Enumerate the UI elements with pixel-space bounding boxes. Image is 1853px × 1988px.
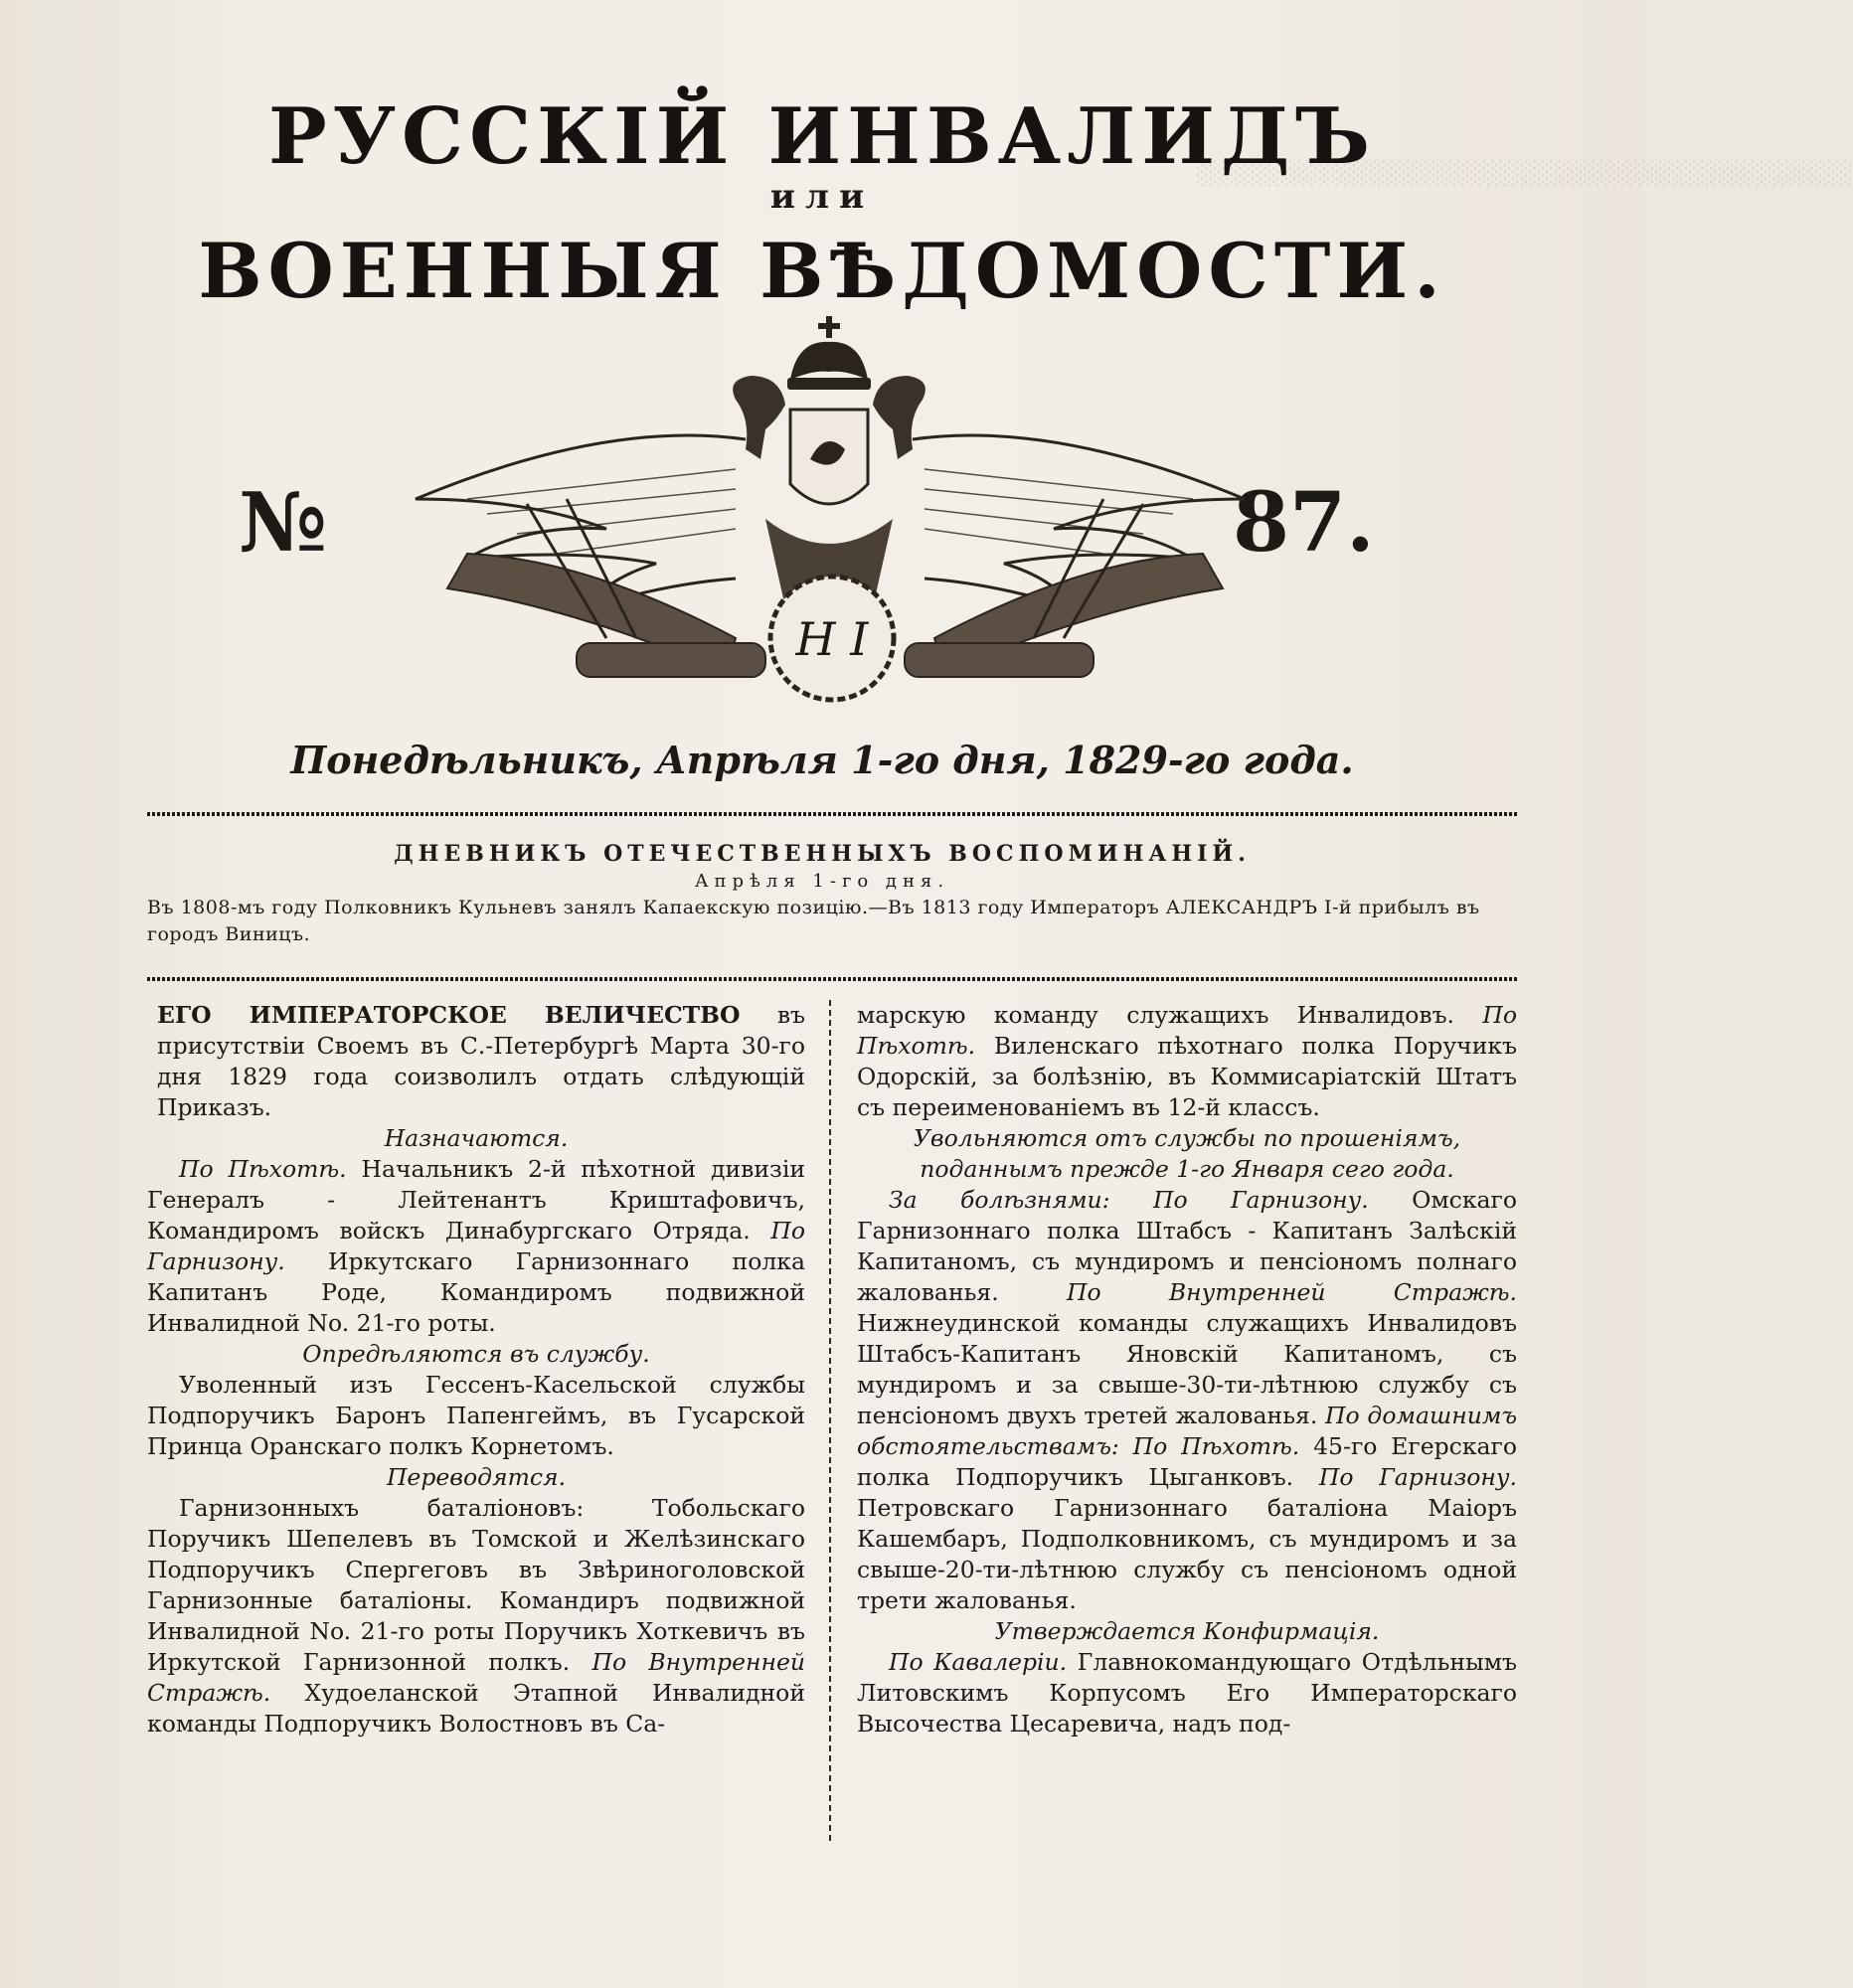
wavy-rule-top (147, 809, 1517, 819)
heading-transferred: Переводятся. (386, 1463, 567, 1491)
monogram-text: Н I (795, 612, 869, 666)
masthead-title-line1: РУССКІЙ ИНВАЛИДЪ (268, 91, 1376, 182)
column-divider (829, 1000, 831, 1845)
paragraph-continued: марскую команду служащихъ Инвалидовъ. По Пѣхотѣ. Виленскаго пѣхотнаго полка Поручикъ Одорскій, за болѣзнію, въ Коммисаріатскій Штатъ съ переименованіемъ въ 12-й классъ. (857, 1001, 1517, 1121)
masthead-title-or: или (769, 177, 875, 217)
issue-number-label: № (239, 475, 328, 571)
emperor-title: ЕГО ИМПЕРАТОРСКОЕ ВЕЛИЧЕСТВО (157, 1001, 741, 1029)
diary-section-title: ДНЕВНИКЪ ОТЕЧЕСТВЕННЫХЪ ВОСПОМИНАНІЙ. (394, 841, 1251, 867)
issue-date: Понедѣльникъ, Апрѣля 1-го дня, 1829-го года. (290, 738, 1354, 782)
masthead-title-line2: ВОЕННЫЯ ВѢДОМОСТИ. (198, 227, 1446, 315)
diary-text: Въ 1808-мъ году Полковникъ Кульневъ занялъ Капаекскую позицію.—Въ 1813 году Императоръ АЛЕКСАНДРЪ I-й прибылъ въ городъ Виницъ. (147, 897, 1480, 945)
paragraph-dismissed: За болѣзнями: По Гарнизону. Омскаго Гарнизоннаго полка Штабсъ - Капитанъ Залѣскій Капитаномъ, съ мундиромъ и пенсіономъ полнаго жалованья. По Внутренней Стражѣ. Нижнеудинской команды служащихъ Инвалидовъ Штабсъ-Капитанъ Яновскій Капитаномъ, съ мундиромъ и за свыше-30-ти-лѣтнюю службу съ пенсіономъ двухъ третей жалованья. По домашнимъ обстоятельствамъ: По Пѣхотѣ. 45-го Егерскаго полка Подпоручикъ Цыганковъ. По Гарнизону. Петровскаго Гарнизоннаго баталіона Маіоръ Кашембаръ, Подполковникомъ, съ мундиромъ и за свыше-20-ти-лѣтнюю службу съ пенсіономъ одной трети жалованья. (857, 1186, 1517, 1614)
paragraph-assigned: Уволенный изъ Гессенъ-Касельской службы Подпоручикъ Баронъ Папенгеймъ, въ Гусарской Принца Оранскаго полкъ Корнетомъ. (147, 1371, 805, 1460)
order-intro: ЕГО ИМПЕРАТОРСКОЕ ВЕЛИЧЕСТВО въ присутствіи Своемъ въ С.-Петербургѣ Марта 30-го дня 1829 года соизволилъ отдать слѣдующій Приказъ. (157, 1001, 805, 1121)
issue-number-value: 87. (1233, 475, 1375, 571)
paragraph-appointed: По Пѣхотѣ. Начальникъ 2-й пѣхотной дивизіи Генералъ - Лейтенантъ Криштафовичъ, Командиромъ войскъ Динабургскаго Отряда. По Гарнизону. Иркутскаго Гарнизоннаго полка Капитанъ Роде, Командиромъ подвижной Инвалидной No. 21-го роты. (147, 1155, 806, 1337)
heading-dismissed: Увольняются отъ службы по прошеніямъ, поданнымъ прежде 1-го Января сего года. (913, 1124, 1461, 1183)
double-headed-eagle-emblem (408, 310, 1263, 738)
heading-appointed: Назначаются. (384, 1124, 569, 1152)
heading-assigned: Опредѣляются въ службу. (302, 1340, 650, 1368)
right-column (857, 1000, 1517, 1740)
paragraph-confirmed: По Кавалеріи. Главнокомандующаго Отдѣльнымъ Литовскимъ Корпусомъ Его Императорскаго Высочества Цесаревича, надъ под- (857, 1648, 1517, 1738)
diary-date: Апрѣля 1-го дня. (694, 871, 950, 892)
show-through-texture: ░░░░░░░░░░░░░░░░░░░░░░░░░░░░░░░░░░░░░░░ (1197, 162, 1853, 187)
wavy-rule-bottom (147, 974, 1517, 984)
crown-icon (787, 316, 871, 390)
left-column (147, 1000, 805, 1740)
paragraph-transferred: Гарнизонныхъ баталіоновъ: Тобольскаго Поручикъ Шепелевъ въ Томской и Желѣзинскаго Подпоручикъ Спергеговъ въ Звѣриноголовской Гарнизонные баталіоны. Командиръ подвижной Инвалидной No. 21-го роты Поручикъ Хоткевичъ въ Иркутской Гарнизонной полкъ. По Внутренней Стражѣ. Худоеланской Этапной Инвалидной команды Подпоручикъ Волостновъ въ Са- (147, 1494, 805, 1738)
heading-confirmed: Утверждается Конфирмація. (994, 1617, 1380, 1645)
